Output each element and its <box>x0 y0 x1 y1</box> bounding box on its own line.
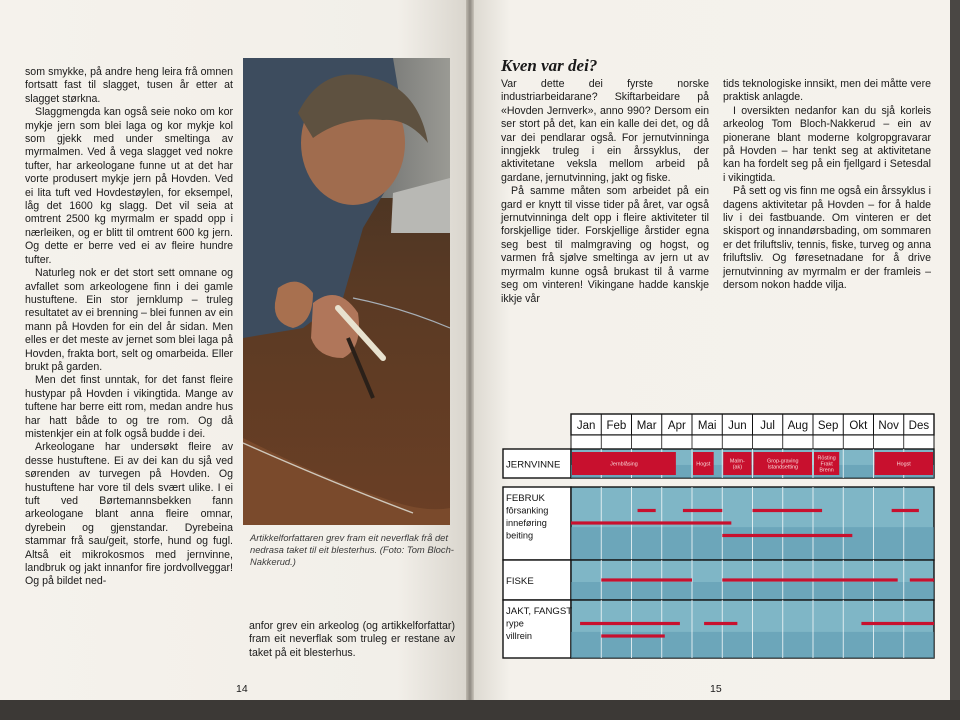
activity-bar <box>892 509 919 512</box>
section-heading: Kven var dei? <box>501 56 598 75</box>
activity-bar <box>722 534 852 537</box>
activity-block-label: Grop-graving <box>767 458 799 465</box>
activity-block-label: (ak) <box>732 464 743 471</box>
left-column-paragraph: Slaggmengda kan også seie noko om kor mykje jern som blei laga og kor mykje kol som gjekk med under smeltinga av myrmalmen. Ved å vega slagget ved nokre tufter, har arkeologane funne ut at det har vorte produsert mykje jern på Hovden. Ved ei lita tuft ved Hovdestøylen, for eksempel, låg det 1600 kg slagg. Det vil seia at omtrent 2500 kg myrmalm er spadd opp i nærleiken, og er blitt til omtrent 600 kg jern. Og dette er berre ved ei av fleire hundre tufter. <box>25 106 233 266</box>
activity-bar <box>580 622 680 625</box>
activity-bar <box>910 578 934 581</box>
activity-block-label: Frakt <box>820 461 833 468</box>
month-label: Des <box>908 420 930 432</box>
activity-bar <box>601 578 692 581</box>
left-column-paragraph: Naturleg nok er det stort sett omnane og avfallet som arkeologene finn i dei gamle hustuftene. Ein stor jernklump – truleg resultatet av ei brenning – blei funnen av ein mann på Hovden for ein del år sidan. Men elles er det meste av jernet som blei laga på Hovden, frakta bort, selt og omarbeida. Eller brukt på garden. <box>25 267 233 373</box>
activity-bar <box>753 509 823 512</box>
activity-bar <box>683 509 722 512</box>
right-column-2-paragraph: I oversikten nedanfor kan du sjå korleis arkeolog Tom Bloch-Nakkerud – ein av pionerane blant moderne kolgropgravarar på Hovden – har tenkt seg at aktivitetane kan ha fordelt seg på ein fjellgard i Setesdal i vikingtida. <box>723 104 931 184</box>
row-label: fôrsanking <box>506 505 549 516</box>
right-column-1-paragraph: På samme måten som arbeidet på ein gard er knytt til visse tider på året, var også jernutvinninga delt opp i fleire aktiviteter til forskjellige tider. Forskjellige årstider egna seg best til malmgraving og hogst, og varmen frå sjølve smeltinga av jern ut av myrmalm kunne også brukast til å varme seg om vinteren! Vikingane hadde kanskje ikkje vår <box>501 185 709 305</box>
activity-bar <box>861 622 934 625</box>
activity-bar <box>704 622 737 625</box>
activity-block-label: Malm- <box>729 458 745 465</box>
month-label: Jul <box>760 420 775 432</box>
left-column-paragraph: Men det finst unntak, for det fanst fleire hustypar på Hovden i vikingtida. Mange av tuftene har berre eitt rom, medan andre hus har hatt både to og tre rom. Og då mistenkjer ein at folk også budde i dei. <box>25 374 233 440</box>
page-number-right: 15 <box>710 683 722 695</box>
activity-bar <box>722 578 897 581</box>
row-label: FEBRUK <box>506 493 545 504</box>
month-label: Jun <box>728 420 747 432</box>
right-column-1-paragraph: Var dette dei fyrste norske industriarbeidarane? Skiftarbeidare på «Hovden Jernverk», anno 990? Dersom ein ser stort på det, kan ein kalle dei det, og då var dei pendlarar også. For jernutvinninga inngjekk truleg i ein årssyklus, der aktivitetane veksla mellom arbeid på gardane, jernutvinning, jakt og fiske. <box>501 78 709 184</box>
photo-caption: Artikkelforfattaren grev fram eit neverflak frå det nedrasa taket til eit blesterhus. (Foto: Tom Bloch-Nakkerud.) <box>250 532 454 567</box>
month-label: Sep <box>817 420 839 432</box>
row-label: villrein <box>506 631 533 641</box>
left-continuation-text: anfor grev ein arkeolog (og artikkelforfattar) fram eit neverflak som truleg er restane av taket på eit blesterhus. <box>249 620 455 659</box>
row-label: rype <box>506 618 524 629</box>
month-label: Mai <box>697 420 717 432</box>
page-number-left: 14 <box>236 683 248 695</box>
left-column-paragraph: som smykke, på andre heng leira frå omnen fortsatt fast til slagget, tusen år etter at slagget størkna. <box>25 66 233 105</box>
activity-block-label: Jernblåsing <box>610 461 638 468</box>
month-label: Aug <box>787 420 809 432</box>
activity-block-label: Istandsetting <box>767 464 799 471</box>
row-label: FISKE <box>506 576 534 587</box>
month-label: Mar <box>636 420 657 432</box>
activity-block-label: Hogst <box>896 461 911 468</box>
activity-block-label: Brenn <box>819 467 834 474</box>
activity-block-label: Rösting <box>817 455 836 462</box>
left-column-paragraph: Arkeologane har undersøkt fleire av desse hustuftene. Ei av dei kan du sjå ved sørenden av turvegen på Hovden. Og hustuftene har vore til dels svært ulike. I ei tuft ved Børtemannsbekken fann arkeologane blant anna fleire omnar, dyrebein og gjenstandar. Dyrebeina stammar frå sau/geit, storfe, hund og fugl. Altså eit mikrokosmos med jernvinne, landbruk og jakt innanfor fire jordvollveggar! Og på bildet ned- <box>25 441 233 588</box>
activity-bar <box>638 509 656 512</box>
month-label: Jan <box>576 420 596 432</box>
row-label: beiting <box>506 530 534 541</box>
activity-bar <box>601 634 665 637</box>
row-label: JAKT, FANGST <box>506 606 573 617</box>
right-column-2-paragraph: På sett og vis finn me også ein årssyklus i dagens aktivitetar på Hovden – for å halde liv i dei fastbuande. Om vinteren er det skisport og innandørsbading, om sommaren er det friluftsliv, tennis, fiske, turveg og anna friluftsliv. Og føresetnadane for å drive jernutvinning av myrmalm er der framleis – dersom nokon hadde vilja. <box>723 185 931 292</box>
month-label: Feb <box>606 420 627 432</box>
right-column-2-paragraph: tids teknologiske innsikt, men dei måtte vere praktisk anlagde. <box>723 78 931 104</box>
month-label: Apr <box>667 420 686 432</box>
row-label: inneføring <box>506 518 547 528</box>
month-label: Nov <box>878 420 899 432</box>
activity-bar <box>571 521 731 524</box>
month-label: Okt <box>849 420 868 432</box>
activity-block-label: Hogst <box>696 461 711 468</box>
row-label: JERNVINNE <box>506 459 561 471</box>
